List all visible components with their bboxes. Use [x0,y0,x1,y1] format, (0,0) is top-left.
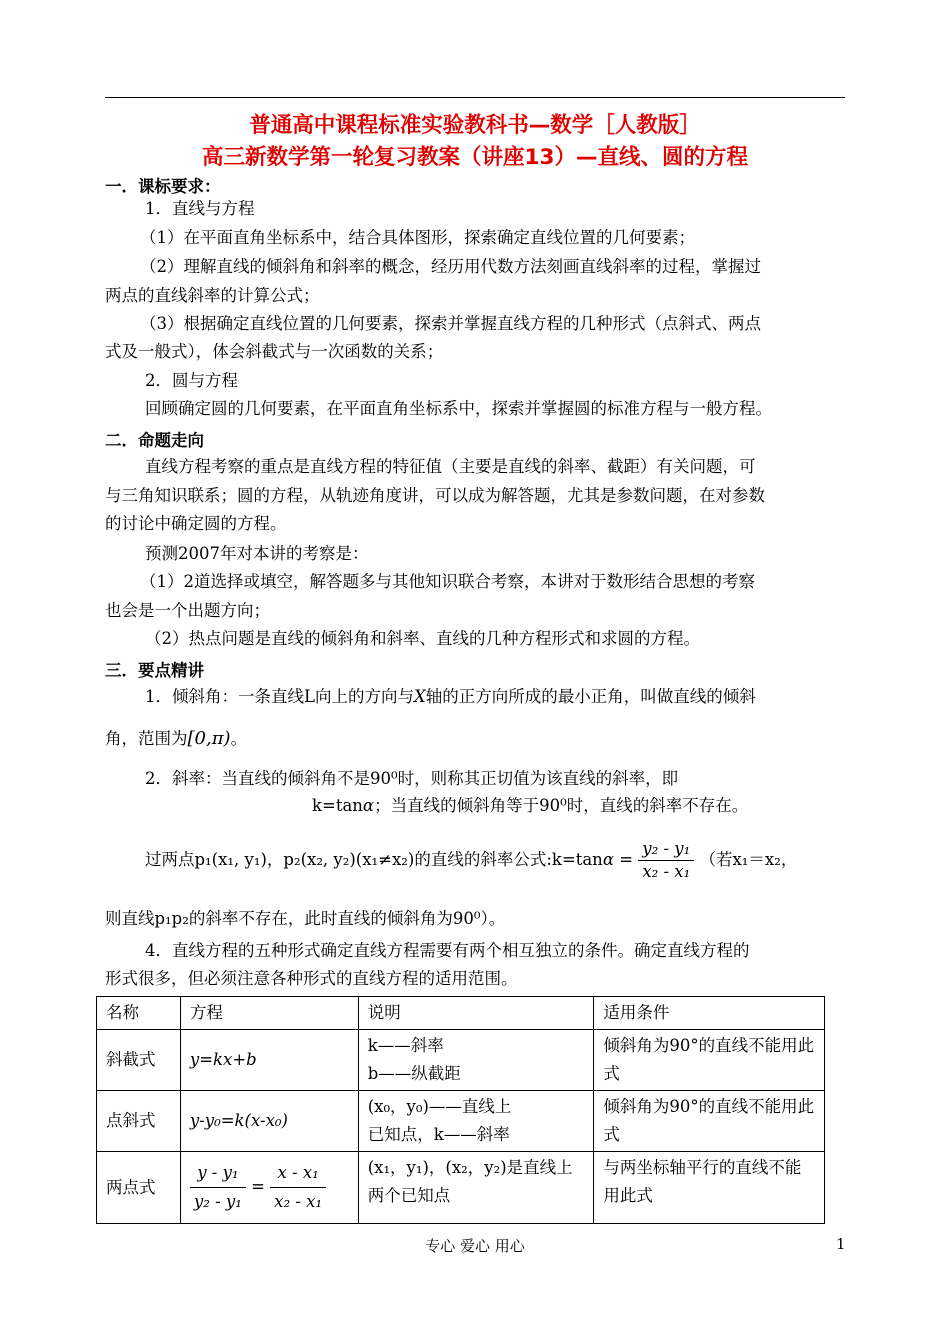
row-equation: y=kx+b [180,1030,358,1091]
left-numerator: y - y₁ [190,1159,246,1188]
s2-paragraph-1b: 与三角知识联系；圆的方程，从轨迹角度讲，可以成为解答题，尤其是参数问题，在对参数 [105,486,765,505]
right-denominator: x₂ - x₁ [274,1192,323,1211]
two-point-right-fraction [270,1159,326,1216]
s1-paragraph-2b: 两点的直线斜率的计算公式； [105,286,320,305]
slope-formula-line [145,838,797,883]
s3-p1b-pre: 角，范围为 [105,729,188,748]
s2-paragraph-3a: （1）2道选择或填空，解答题多与其他知识联合考察，本讲对于数形结合思想的考察 [140,572,755,591]
left-denominator: y₂ - y₁ [193,1192,242,1211]
line-equation-table [96,996,825,1224]
s3-p1b-post: 。 [230,729,248,748]
x-axis-variable: X [413,687,426,706]
s1-paragraph-4: 回顾确定圆的几何要素，在平面直角坐标系中，探索并掌握圆的标准方程与一般方程。 [145,399,772,418]
table-header: 适用条件 [594,997,825,1030]
table-header-row [97,997,825,1030]
table-row [97,1152,825,1224]
formula-equals: = [619,850,634,869]
row-name: 点斜式 [97,1091,181,1152]
slope-numerator: y₂ - y₁ [638,838,694,861]
s2-paragraph-1c: 的讨论中确定圆的方程。 [105,514,287,533]
s2-paragraph-1a: 直线方程考察的重点是直线方程的特征值（主要是直线的斜率、截距）有关问题，可 [145,457,756,476]
s3-paragraph-1a [145,686,756,708]
section-1-heading: 一．课标要求： [105,177,221,196]
s3-p1a-pre: 1．倾斜角：一条直线L向上的方向与 [145,687,414,706]
table-header: 说明 [358,997,594,1030]
s3-p3-post: （若x₁＝x₂， [699,850,798,869]
s3-paragraph-5a: 4．直线方程的五种形式确定直线方程需要有两个相互独立的条件。确定直线方程的 [145,941,750,960]
s3-p3-pre: 过两点p₁(x₁, y₁)，p₂(x₂, y₂)(x₁≠x₂)的直线的斜率公式:k=tan [145,850,603,869]
page-number: 1 [836,1235,846,1253]
row-name: 两点式 [97,1152,181,1224]
table-header: 方程 [180,997,358,1030]
angle-range: [0,π) [187,728,231,749]
s3-paragraph-5b: 形式很多，但必须注意各种形式的直线方程的适用范围。 [105,969,518,988]
s3-p1a-post: 轴的正方向所成的最小正角，叫做直线的倾斜 [425,687,756,706]
section-2-heading: 二．命题走向 [105,431,204,450]
s1-paragraph-3b: 式及一般式），体会斜截式与一次函数的关系； [105,342,444,361]
row-condition: 倾斜角为90°的直线不能用此式 [594,1030,825,1091]
table-row [97,1030,825,1091]
row-description: (x₁，y₁)，(x₂，y₂)是直线上两个已知点 [358,1152,594,1224]
s2-paragraph-2: 预测2007年对本讲的考察是： [145,544,369,563]
table-row [97,1091,825,1152]
header-rule [105,97,845,98]
s3-paragraph-2b [312,795,748,817]
s3-paragraph-1b [105,728,247,750]
s3-p2b-pre: k=tan [312,796,363,815]
s3-p2b-post: ；当直线的倾斜角等于90⁰时，直线的斜率不存在。 [374,796,749,815]
row-name: 斜截式 [97,1030,181,1091]
desc-line: 已知点，k——斜率 [367,1125,510,1144]
slope-fraction [638,838,694,883]
row-condition: 倾斜角为90°的直线不能用此式 [594,1091,825,1152]
two-point-equation [180,1152,358,1224]
s1-item-1: 1．直线与方程 [145,199,255,218]
s1-paragraph-2a: （2）理解直线的倾斜角和斜率的概念，经历用代数方法刻画直线斜率的过程，掌握过 [140,257,761,276]
right-numerator: x - x₁ [270,1159,326,1188]
row-description [358,1091,594,1152]
desc-line: (x₀，y₀)——直线上 [367,1097,512,1116]
two-point-equals: = [251,1177,265,1196]
row-condition: 与两坐标轴平行的直线不能用此式 [594,1152,825,1224]
s2-paragraph-3b: 也会是一个出题方向； [105,601,270,620]
alpha-symbol: α [362,796,375,815]
desc-line: k——斜率 [367,1036,444,1055]
two-point-left-fraction [190,1159,246,1216]
s1-paragraph-1: （1）在平面直角坐标系中，结合具体图形，探索确定直线位置的几何要素； [140,228,695,247]
section-3-heading: 三．要点精讲 [105,661,204,680]
desc-line: b——纵截距 [367,1064,461,1083]
document-title: 普通高中课程标准实验教科书—数学［人教版］ [249,113,701,138]
document-subtitle: 高三新数学第一轮复习教案（讲座13）—直线、圆的方程 [202,145,748,170]
page-footer: 专心 爱心 用心 [425,1237,525,1255]
slope-denominator: x₂ - x₁ [642,862,691,881]
row-description [358,1030,594,1091]
s1-paragraph-3a: （3）根据确定直线位置的几何要素，探索并掌握直线方程的几种形式（点斜式、两点 [140,314,761,333]
alpha-symbol-2: α [602,850,614,869]
table-header: 名称 [97,997,181,1030]
s3-paragraph-2a: 2．斜率：当直线的倾斜角不是90⁰时，则称其正切值为该直线的斜率，即 [145,769,679,788]
s1-item-2: 2．圆与方程 [145,371,238,390]
row-equation: y-y₀=k(x-x₀) [180,1091,358,1152]
s2-paragraph-4: （2）热点问题是直线的倾斜角和斜率、直线的几种方程形式和求圆的方程。 [145,629,700,648]
s3-paragraph-4: 则直线p₁p₂的斜率不存在，此时直线的倾斜角为90⁰）。 [105,909,506,928]
